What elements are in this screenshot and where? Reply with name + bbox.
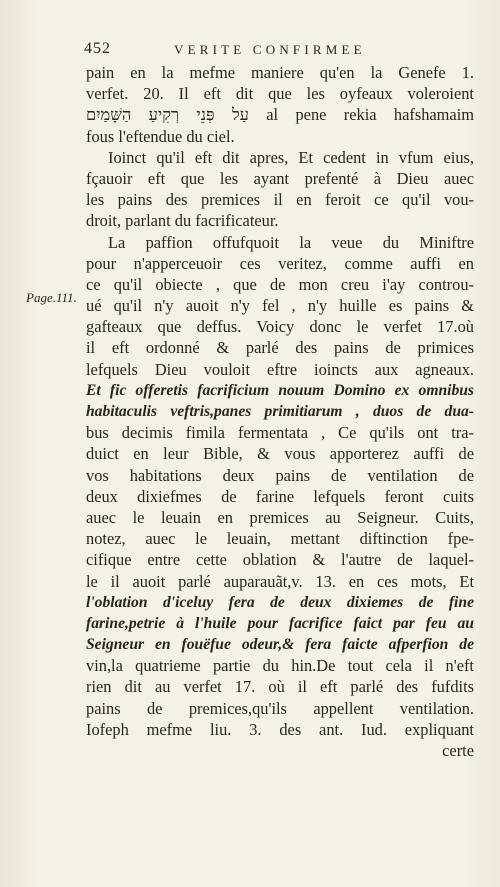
text-line: gafteaux que deffus. Voicy donc le verfet 17.où xyxy=(86,317,474,337)
text-line: vos habitations deux pains de ventilation de xyxy=(86,465,474,485)
page-number: 452 xyxy=(84,40,111,57)
text-line: l'oblation d'iceluy fera de deux dixiemes de fine xyxy=(86,593,474,611)
text-line: rien dit au verfet 17. où il eft parlé des fufdits xyxy=(86,677,474,697)
text-line: Seigneur en fouëfue odeur,& fera faicte afperfion de xyxy=(86,636,474,654)
text-line: fous l'eftendue du ciel. xyxy=(86,126,235,146)
text-line: duict en leur Bible, & vous apporterez auffi de xyxy=(86,444,474,464)
text-line: farine,petrie à l'huile pour facrifice faict par feu au xyxy=(86,614,474,632)
text-line: verfet. 20. Il eft dit que les oyfeaux voleroient xyxy=(86,84,474,104)
text-line: עַל פְּנֵי רְקִיעַ הַשָּׁמַיִם al pene rekia hafshamaim xyxy=(86,105,474,125)
text-line: pain en la mefme maniere qu'en la Genefe 1. xyxy=(86,63,474,82)
text-line: La paffion offufquoit la veue du Miniftre xyxy=(108,232,474,252)
text-line: les pains des premices il en feroit ce qu'il vou- xyxy=(86,190,474,210)
text-line: bus decimis fimila fermentata , Ce qu'ils ont tra- xyxy=(86,423,474,443)
margin-note: Page.111. xyxy=(26,290,77,305)
text-line: auec le leuain en premices au Seigneur. Cuits, xyxy=(86,507,474,527)
text-line: lefquels Dieu vouloit eftre ioincts aux agneaux. xyxy=(86,359,474,379)
text-line: pour n'apperceuoir ces veritez, comme auffi en xyxy=(86,253,474,273)
text-line: vin,la quatrieme partie du hin.De tout cela il n'eft xyxy=(86,656,474,676)
text-line: cifique entre cette oblation & l'autre de laquel- xyxy=(86,550,474,570)
text-line: ué qu'il n'y auoit n'y fel , n'y huille es pains & xyxy=(86,296,474,316)
page-header xyxy=(84,40,474,62)
running-title: VERITE CONFIRMEE xyxy=(174,42,366,57)
text-line: le il auoit parlé auparauãt,v. 13. en ces mots, Et xyxy=(86,571,474,591)
text-line: droit, parlant du facrificateur. xyxy=(86,211,279,231)
text-line: ce qu'il obiecte , que de mon creu i'ay controu- xyxy=(86,274,474,294)
text-line: Et fic offeretis facrificium nouum Domino ex omnibus xyxy=(86,381,474,399)
body-text xyxy=(86,62,474,761)
text-line: il eft ordonné & parlé des pains de primices xyxy=(86,338,474,358)
text-line: pains de premices,qu'ils appellent ventilation. xyxy=(86,698,474,718)
text-line: deux dixiefmes de farine lefquels feront cuits xyxy=(86,486,474,506)
text-line: fçauoir eft que les ayant prefenté à Dieu auec xyxy=(86,168,474,188)
text-line: Ioinct qu'il eft dit apres, Et cedent in vfum eius, xyxy=(108,147,474,167)
text-line: habitaculis veftris,panes primitiarum , duos de dua- xyxy=(86,403,474,420)
text-line: Iofeph mefme liu. 3. des ant. Iud. expliquant xyxy=(86,719,474,739)
text-line: notez, auec le leuain, mettant diftinction fpe- xyxy=(86,529,474,549)
text-line: certe xyxy=(442,741,474,760)
